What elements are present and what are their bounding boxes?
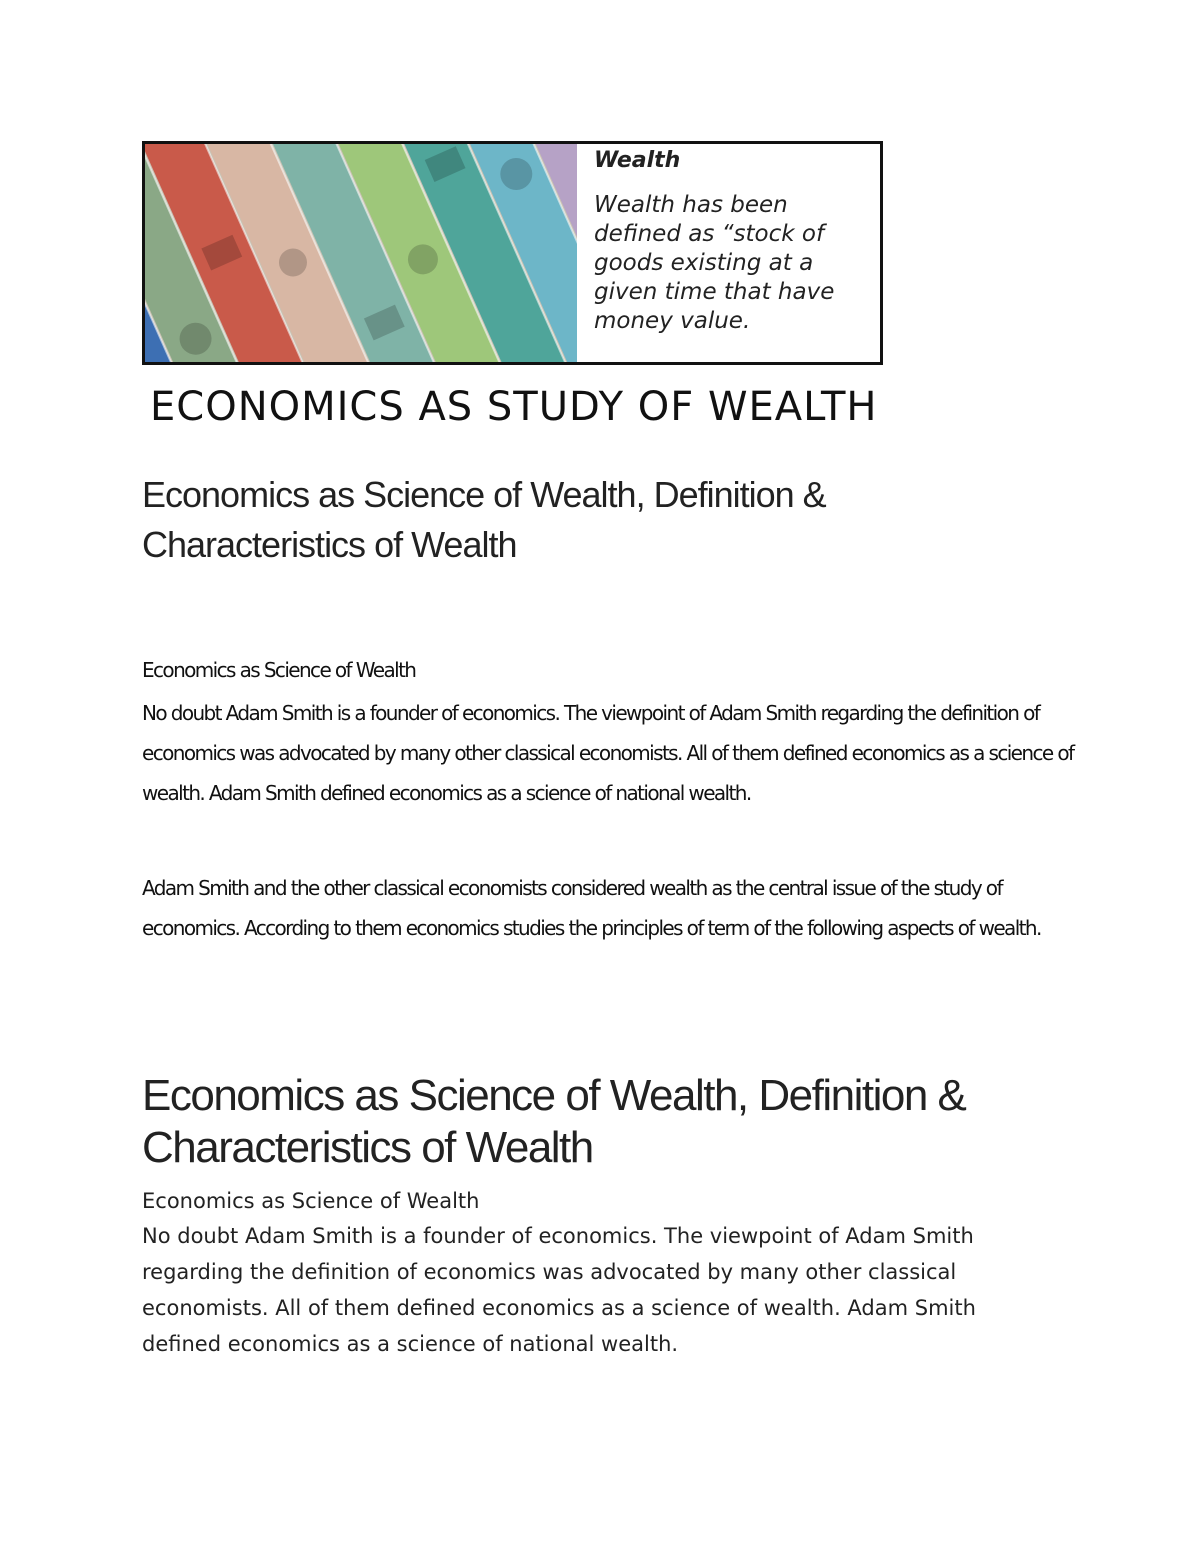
banner-heading: Wealth <box>594 148 681 173</box>
section1-subheading: Economics as Science of Wealth <box>142 658 416 682</box>
section1-heading: Economics as Science of Wealth, Definition & Characteristics of Wealth <box>142 474 826 565</box>
banknotes-image <box>145 144 577 362</box>
banner-definition: Wealth has been defined as “stock of goods existing at a given time that have money value. <box>594 192 835 334</box>
document-title: ECONOMICS AS STUDY OF WEALTH <box>150 384 878 430</box>
section1-paragraph-2: Adam Smith and the other classical economists considered wealth as the central issue of the study of economics. According to them economics studies the principles of term of the following aspects of wealth. <box>142 876 1041 940</box>
section2-heading: Economics as Science of Wealth, Definition & Characteristics of Wealth <box>142 1071 966 1172</box>
section2-paragraph-1: No doubt Adam Smith is a founder of economics. The viewpoint of Adam Smith regarding the definition of economics was advocated by many other classical economists. All of them defined economics as a science of wealth. Adam Smith defined economics as a science of national wealth. <box>142 1224 976 1356</box>
banknotes-illustration <box>145 144 577 362</box>
section1-paragraph-1: No doubt Adam Smith is a founder of economics. The viewpoint of Adam Smith regarding the definition of economics was advocated by many other classical economists. All of them defined economics as a science of wealth. Adam Smith defined economics as a science of national wealth. <box>142 701 1074 805</box>
section2-subheading: Economics as Science of Wealth <box>142 1189 480 1213</box>
wealth-banner-image <box>142 141 883 365</box>
